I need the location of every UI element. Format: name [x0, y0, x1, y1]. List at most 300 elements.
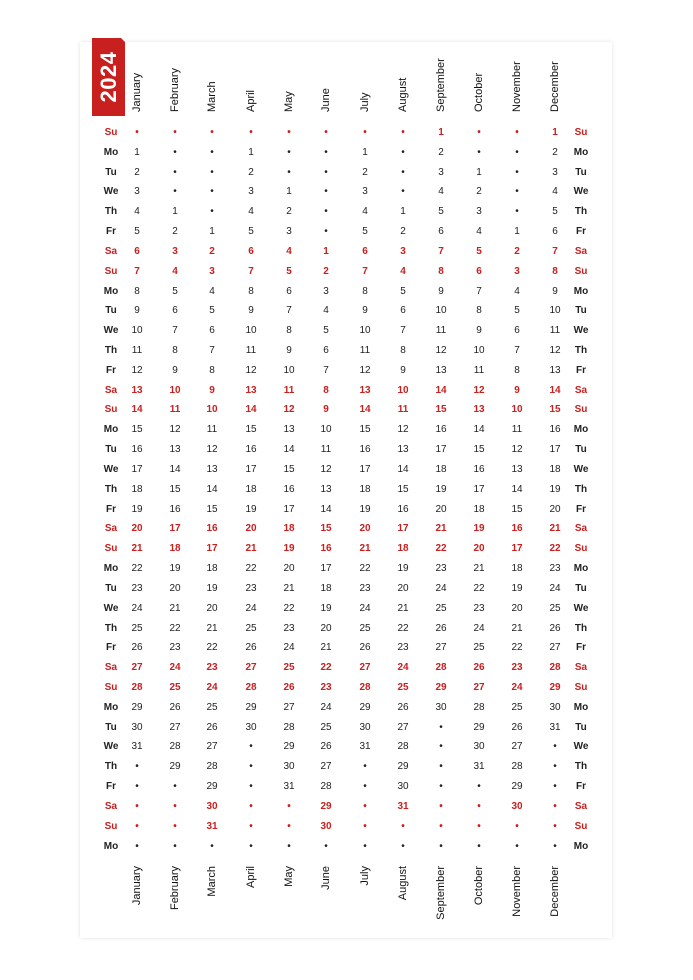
day-cell: 12: [283, 404, 295, 416]
day-cell: 5: [248, 226, 254, 238]
day-cell: 5: [438, 206, 444, 218]
day-cell: 27: [245, 662, 257, 674]
day-cell: 4: [209, 285, 215, 297]
day-cell: 2: [286, 206, 292, 218]
day-cell: 18: [320, 582, 332, 594]
weekday-label-right: Su: [574, 404, 588, 416]
day-cell: 6: [552, 226, 558, 238]
day-cell: 20: [131, 523, 143, 535]
weekday-label-right: Tu: [575, 166, 587, 178]
day-cell: 31: [206, 820, 218, 832]
day-cell: 26: [245, 642, 257, 654]
empty-day-marker: •: [173, 127, 177, 138]
day-cell: 23: [473, 602, 485, 614]
weekday-label-left: Su: [104, 127, 118, 138]
day-cell: 5: [323, 325, 329, 337]
month-header-bot-february: [167, 866, 183, 911]
weekday-label-left: Th: [104, 622, 118, 634]
day-cell: 14: [131, 404, 143, 416]
empty-day-marker: •: [249, 820, 253, 832]
day-cell: 27: [511, 741, 523, 753]
day-cell: 23: [320, 681, 332, 693]
day-cell: 9: [552, 285, 558, 297]
month-header-bot-november: [509, 866, 525, 917]
weekday-label-right: Fr: [576, 364, 586, 376]
weekday-label-left: Su: [104, 820, 118, 832]
day-cell: 19: [245, 503, 257, 515]
day-cell: 14: [359, 404, 371, 416]
empty-day-marker: •: [135, 761, 139, 773]
day-cell: 16: [169, 503, 181, 515]
empty-day-marker: •: [515, 166, 519, 178]
day-cell: 22: [320, 662, 332, 674]
day-cell: 12: [320, 463, 332, 475]
day-cell: 19: [511, 582, 523, 594]
day-cell: 10: [359, 325, 371, 337]
day-cell: 3: [172, 245, 178, 257]
month-label: February: [169, 67, 181, 112]
day-cell: 10: [206, 404, 218, 416]
day-cell: 21: [169, 602, 181, 614]
weekday-label-right: We: [573, 325, 589, 337]
weekday-label-left: We: [103, 741, 119, 753]
day-cell: 23: [245, 582, 257, 594]
month-label: October: [473, 72, 485, 112]
day-cell: 14: [435, 384, 447, 396]
empty-day-marker: •: [324, 166, 328, 178]
empty-day-marker: •: [210, 206, 214, 218]
weekday-label-right: Su: [574, 820, 588, 832]
day-cell: 21: [473, 563, 485, 575]
month-label: January: [131, 866, 143, 906]
empty-day-marker: •: [173, 186, 177, 198]
day-cell: 19: [473, 523, 485, 535]
month-label: March: [206, 81, 218, 112]
day-cell: 4: [248, 206, 254, 218]
month-header-bot-march: [204, 866, 220, 897]
weekday-label-left: Fr: [106, 781, 116, 793]
empty-day-marker: •: [439, 820, 443, 832]
day-cell: 22: [359, 563, 371, 575]
weekday-label-left: Mo: [103, 285, 119, 297]
day-cell: 30: [473, 741, 485, 753]
day-cell: 24: [435, 582, 447, 594]
day-cell: 27: [549, 642, 561, 654]
day-cell: 1: [172, 206, 178, 218]
day-cell: 29: [169, 761, 181, 773]
weekday-label-right: We: [573, 186, 589, 198]
day-cell: 28: [511, 761, 523, 773]
weekday-label-left: Th: [104, 483, 118, 495]
day-cell: 29: [320, 800, 332, 812]
day-cell: 20: [359, 523, 371, 535]
day-cell: 25: [206, 701, 218, 713]
day-cell: 2: [209, 245, 215, 257]
day-cell: 23: [397, 642, 409, 654]
day-cell: 21: [359, 543, 371, 555]
day-cell: 1: [209, 226, 215, 238]
day-cell: 15: [131, 424, 143, 436]
weekday-label-left: Tu: [105, 721, 117, 733]
month-header-top-december: [547, 61, 563, 113]
day-cell: 24: [473, 622, 485, 634]
empty-day-marker: •: [401, 127, 405, 138]
day-cell: 26: [435, 622, 447, 634]
month-label: March: [206, 866, 218, 897]
day-cell: 21: [283, 582, 295, 594]
day-cell: 21: [245, 543, 257, 555]
day-cell: 6: [209, 325, 215, 337]
weekday-label-right: We: [573, 602, 589, 614]
day-cell: 27: [435, 642, 447, 654]
day-cell: 24: [320, 701, 332, 713]
day-cell: 16: [320, 543, 332, 555]
month-header-top-october: [471, 72, 487, 113]
weekday-label-right: Th: [574, 761, 588, 773]
day-cell: 30: [435, 701, 447, 713]
day-cell: 20: [245, 523, 257, 535]
day-cell: 28: [397, 741, 409, 753]
day-cell: 17: [206, 543, 218, 555]
empty-day-marker: •: [553, 840, 557, 852]
day-cell: 18: [511, 563, 523, 575]
day-cell: 27: [131, 662, 143, 674]
day-cell: 23: [283, 622, 295, 634]
day-cell: 14: [397, 463, 409, 475]
weekday-label-right: We: [573, 741, 589, 753]
day-cell: 11: [131, 345, 143, 357]
month-label: December: [549, 61, 561, 112]
month-label: January: [131, 72, 143, 112]
weekday-label-left: Su: [104, 543, 118, 555]
month-header-bot-december: [547, 866, 563, 917]
month-label: September: [435, 866, 447, 920]
day-cell: 13: [473, 404, 485, 416]
day-cell: 22: [473, 582, 485, 594]
day-cell: 28: [320, 781, 332, 793]
day-cell: 20: [511, 602, 523, 614]
day-cell: 7: [438, 245, 444, 257]
weekday-label-left: Fr: [106, 503, 116, 515]
day-cell: 26: [169, 701, 181, 713]
month-header-top-november: [509, 61, 525, 113]
day-cell: 8: [286, 325, 292, 337]
day-cell: 10: [397, 384, 409, 396]
day-cell: 23: [131, 582, 143, 594]
day-cell: 3: [476, 206, 482, 218]
day-cell: 26: [131, 642, 143, 654]
empty-day-marker: •: [135, 840, 139, 852]
day-cell: 3: [134, 186, 140, 198]
day-cell: 11: [549, 325, 561, 337]
weekday-label-left: Tu: [105, 582, 117, 594]
day-cell: 3: [438, 166, 444, 178]
empty-day-marker: •: [173, 820, 177, 832]
empty-day-marker: •: [287, 127, 291, 138]
weekday-label-right: Su: [574, 127, 588, 138]
day-cell: 4: [476, 226, 482, 238]
day-cell: 17: [245, 463, 257, 475]
weekday-label-left: Sa: [104, 800, 118, 812]
day-cell: 10: [473, 345, 485, 357]
day-cell: 8: [362, 285, 368, 297]
weekday-label-left: Mo: [103, 424, 119, 436]
day-cell: 7: [400, 325, 406, 337]
empty-day-marker: •: [210, 186, 214, 198]
day-cell: 27: [283, 701, 295, 713]
day-cell: 11: [473, 364, 485, 376]
day-cell: 17: [320, 563, 332, 575]
day-cell: 20: [283, 563, 295, 575]
day-cell: 25: [435, 602, 447, 614]
day-cell: 31: [359, 741, 371, 753]
empty-day-marker: •: [515, 146, 519, 158]
day-cell: 3: [362, 186, 368, 198]
day-cell: 21: [511, 622, 523, 634]
empty-day-marker: •: [439, 721, 443, 733]
day-cell: 31: [283, 781, 295, 793]
day-cell: 22: [169, 622, 181, 634]
day-cell: 26: [549, 622, 561, 634]
day-cell: 3: [248, 186, 254, 198]
empty-day-marker: •: [439, 800, 443, 812]
month-label: April: [245, 89, 257, 112]
weekday-label-left: Th: [104, 761, 118, 773]
day-cell: 25: [549, 602, 561, 614]
empty-day-marker: •: [477, 127, 481, 138]
day-cell: 13: [283, 424, 295, 436]
empty-day-marker: •: [173, 840, 177, 852]
day-cell: 19: [435, 483, 447, 495]
weekday-label-right: Su: [574, 681, 588, 693]
day-cell: 13: [549, 364, 561, 376]
day-cell: 18: [549, 463, 561, 475]
day-cell: 3: [323, 285, 329, 297]
day-cell: 14: [169, 463, 181, 475]
day-cell: 19: [206, 582, 218, 594]
day-cell: 6: [172, 305, 178, 317]
day-cell: 8: [248, 285, 254, 297]
empty-day-marker: •: [401, 820, 405, 832]
month-label: July: [359, 92, 371, 112]
empty-day-marker: •: [249, 840, 253, 852]
day-cell: 16: [511, 523, 523, 535]
day-cell: 10: [511, 404, 523, 416]
month-label: July: [359, 866, 371, 886]
day-cell: 12: [359, 364, 371, 376]
day-cell: 23: [435, 563, 447, 575]
day-cell: 7: [286, 305, 292, 317]
empty-day-marker: •: [515, 820, 519, 832]
day-cell: 19: [549, 483, 561, 495]
weekday-label-right: We: [573, 463, 589, 475]
day-cell: 2: [172, 226, 178, 238]
month-label: May: [283, 91, 295, 112]
month-header-bot-august: [395, 866, 411, 901]
month-header-top-may: [281, 91, 297, 113]
empty-day-marker: •: [477, 781, 481, 793]
month-label: October: [473, 866, 485, 906]
day-cell: 12: [473, 384, 485, 396]
month-label: April: [245, 866, 257, 889]
empty-day-marker: •: [173, 146, 177, 158]
day-cell: 29: [131, 701, 143, 713]
empty-day-marker: •: [401, 166, 405, 178]
month-header-top-june: [318, 88, 334, 113]
day-cell: 21: [320, 642, 332, 654]
day-cell: 18: [283, 523, 295, 535]
day-cell: 9: [134, 305, 140, 317]
day-cell: 26: [283, 681, 295, 693]
day-cell: 28: [283, 721, 295, 733]
day-cell: 15: [283, 463, 295, 475]
day-cell: 1: [362, 146, 368, 158]
weekday-label-right: Th: [574, 206, 588, 218]
day-cell: 16: [397, 503, 409, 515]
empty-day-marker: •: [363, 840, 367, 852]
day-cell: 28: [473, 701, 485, 713]
day-cell: 2: [476, 186, 482, 198]
empty-day-marker: •: [135, 127, 139, 138]
weekday-label-left: Th: [104, 345, 118, 357]
day-cell: 28: [435, 662, 447, 674]
day-cell: 8: [476, 305, 482, 317]
weekday-label-left: Tu: [105, 305, 117, 317]
day-cell: 4: [400, 265, 406, 277]
empty-day-marker: •: [363, 127, 367, 138]
day-cell: 2: [514, 245, 520, 257]
day-cell: 20: [549, 503, 561, 515]
weekday-label-left: Sa: [104, 245, 118, 257]
month-header-top-july: [357, 92, 373, 113]
weekday-label-right: Sa: [574, 662, 588, 674]
day-cell: 25: [397, 681, 409, 693]
day-cell: 7: [209, 345, 215, 357]
weekday-label-left: Su: [104, 681, 118, 693]
day-cell: 2: [438, 146, 444, 158]
day-cell: 4: [438, 186, 444, 198]
month-label: February: [169, 866, 181, 911]
weekday-label-left: Fr: [106, 364, 116, 376]
month-label: May: [283, 866, 295, 887]
day-cell: 6: [400, 305, 406, 317]
day-cell: 13: [511, 463, 523, 475]
month-header-top-august: [395, 77, 411, 113]
day-cell: 22: [549, 543, 561, 555]
day-cell: 13: [206, 463, 218, 475]
day-cell: 23: [511, 662, 523, 674]
day-cell: 24: [283, 642, 295, 654]
day-cell: 31: [473, 761, 485, 773]
month-label: June: [320, 88, 332, 112]
day-cell: 8: [400, 345, 406, 357]
day-cell: 3: [209, 265, 215, 277]
day-cell: 1: [400, 206, 406, 218]
empty-day-marker: •: [324, 146, 328, 158]
empty-day-marker: •: [324, 206, 328, 218]
day-cell: 22: [511, 642, 523, 654]
weekday-label-right: Sa: [574, 245, 588, 257]
day-cell: 20: [169, 582, 181, 594]
empty-day-marker: •: [401, 146, 405, 158]
empty-day-marker: •: [363, 820, 367, 832]
day-cell: 30: [511, 800, 523, 812]
weekday-label-right: Mo: [573, 285, 589, 297]
day-cell: 29: [473, 721, 485, 733]
day-cell: 8: [209, 364, 215, 376]
day-cell: 26: [206, 721, 218, 733]
day-cell: 17: [511, 543, 523, 555]
day-cell: 9: [400, 364, 406, 376]
day-cell: 11: [245, 345, 257, 357]
empty-day-marker: •: [210, 840, 214, 852]
day-cell: 20: [206, 602, 218, 614]
day-cell: 16: [283, 483, 295, 495]
day-cell: 28: [169, 741, 181, 753]
weekday-label-left: We: [103, 602, 119, 614]
day-cell: 25: [511, 701, 523, 713]
weekday-label-right: Su: [574, 265, 588, 277]
day-cell: 24: [511, 681, 523, 693]
day-cell: 27: [473, 681, 485, 693]
day-cell: 5: [400, 285, 406, 297]
weekday-label-right: Su: [574, 543, 588, 555]
weekday-label-right: Mo: [573, 701, 589, 713]
day-cell: 25: [169, 681, 181, 693]
day-cell: 7: [323, 364, 329, 376]
day-cell: 23: [359, 582, 371, 594]
weekday-label-left: Fr: [106, 226, 116, 238]
empty-day-marker: •: [210, 146, 214, 158]
day-cell: 11: [320, 444, 332, 456]
empty-day-marker: •: [287, 146, 291, 158]
day-cell: 18: [397, 543, 409, 555]
day-cell: 25: [245, 622, 257, 634]
day-cell: 15: [397, 483, 409, 495]
month-header-top-april: [243, 89, 259, 113]
weekday-label-left: Tu: [105, 444, 117, 456]
weekday-label-right: Mo: [573, 563, 589, 575]
day-cell: 29: [549, 681, 561, 693]
empty-day-marker: •: [173, 166, 177, 178]
day-cell: 9: [438, 285, 444, 297]
day-cell: 31: [397, 800, 409, 812]
day-cell: 25: [473, 642, 485, 654]
empty-day-marker: •: [439, 840, 443, 852]
weekday-label-right: Th: [574, 345, 588, 357]
day-cell: 11: [169, 404, 181, 416]
day-cell: 18: [169, 543, 181, 555]
day-cell: 14: [206, 483, 218, 495]
day-cell: 25: [320, 721, 332, 733]
month-header-bot-january: [129, 866, 145, 906]
empty-day-marker: •: [477, 840, 481, 852]
empty-day-marker: •: [287, 820, 291, 832]
empty-day-marker: •: [210, 166, 214, 178]
day-cell: 26: [511, 721, 523, 733]
day-cell: 18: [206, 563, 218, 575]
day-cell: 27: [397, 721, 409, 733]
weekday-label-right: Sa: [574, 523, 588, 535]
day-cell: 20: [320, 622, 332, 634]
day-cell: 4: [134, 206, 140, 218]
weekday-label-left: Tu: [105, 166, 117, 178]
day-cell: 7: [134, 265, 140, 277]
empty-day-marker: •: [515, 127, 519, 138]
day-cell: 15: [511, 503, 523, 515]
day-cell: 9: [514, 384, 520, 396]
day-cell: 6: [134, 245, 140, 257]
